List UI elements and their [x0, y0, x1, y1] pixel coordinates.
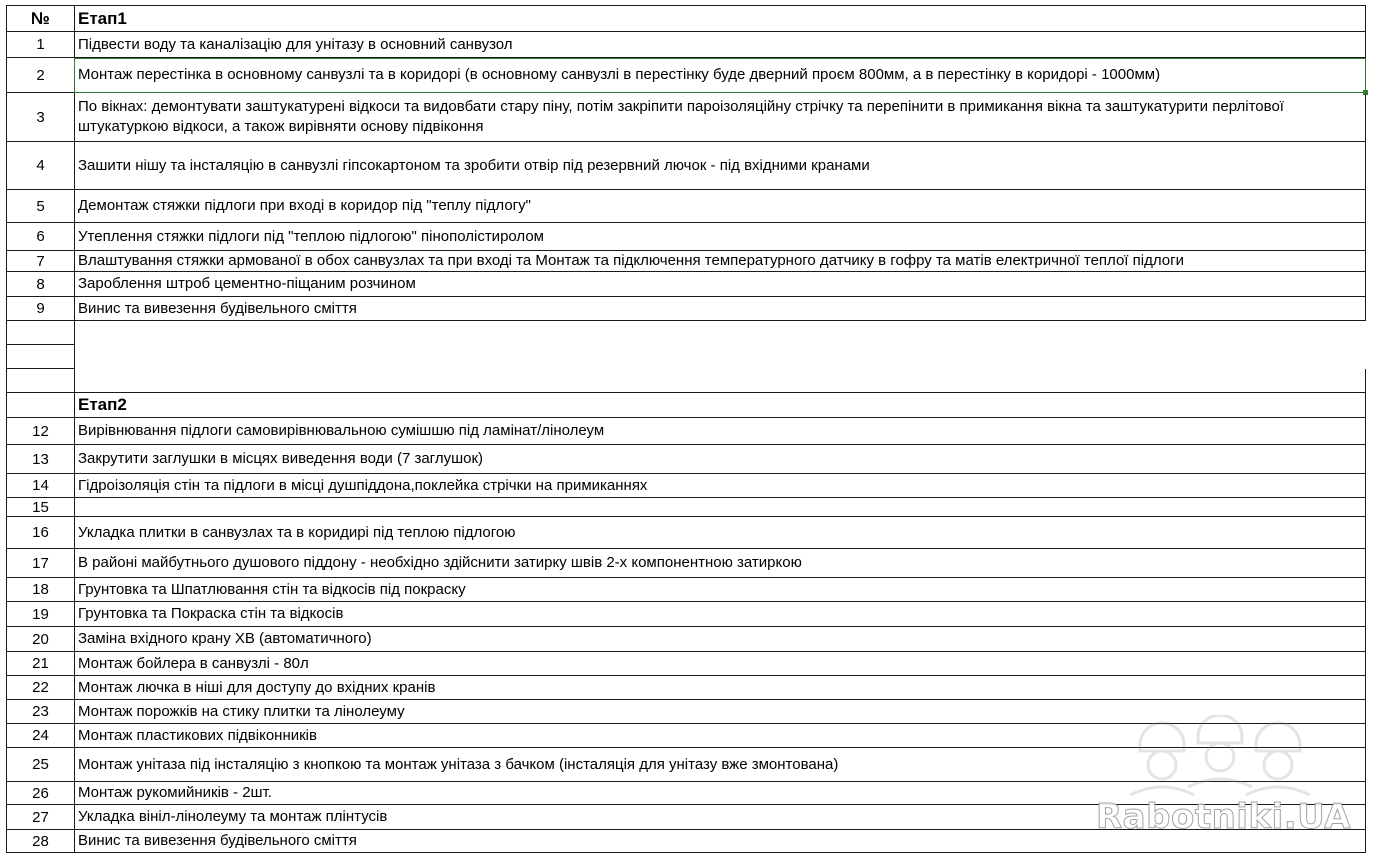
- table-row: [6, 578, 1366, 602]
- table-row: [6, 676, 1366, 700]
- table-row: [6, 498, 1366, 517]
- row-number-cell[interactable]: 18: [6, 578, 75, 602]
- row-number-cell[interactable]: 8: [6, 272, 75, 297]
- table-row: [6, 627, 1366, 652]
- table-row: [6, 652, 1366, 676]
- row-number-cell[interactable]: 5: [6, 190, 75, 223]
- row-number-cell[interactable]: 25: [6, 748, 75, 782]
- task-cell[interactable]: Винис та вивезення будівельного сміття: [75, 297, 1366, 321]
- empty-row: [6, 321, 1366, 345]
- table-row: [6, 272, 1366, 297]
- empty-merged-cell[interactable]: [75, 321, 1366, 345]
- task-cell[interactable]: Влаштування стяжки армованої в обох санвузлах та при вході та Монтаж та підключення температурного датчику в гофру та матів електричної теплої підлоги: [75, 251, 1366, 272]
- row-number-cell[interactable]: 3: [6, 93, 75, 142]
- row-number-cell[interactable]: 15: [6, 498, 75, 517]
- task-cell[interactable]: Укладка вініл-лінолеуму та монтаж плінтусів: [75, 805, 1366, 830]
- task-cell[interactable]: Монтаж перестінка в основному санвузлі та в коридорі (в основному санвузлі в перестінку буде дверний проєм 800мм, а в перестінку в коридорі - 1000мм): [75, 58, 1366, 93]
- row-number-cell[interactable]: 19: [6, 602, 75, 627]
- table-row: [6, 142, 1366, 190]
- row-number-cell[interactable]: 27: [6, 805, 75, 830]
- row-number-cell[interactable]: 4: [6, 142, 75, 190]
- task-cell[interactable]: [75, 498, 1366, 517]
- empty-merged-cell[interactable]: [75, 345, 1366, 369]
- table-row: [6, 32, 1366, 58]
- row-number-cell[interactable]: 24: [6, 724, 75, 748]
- table-row: [6, 297, 1366, 321]
- task-cell[interactable]: Грунтовка та Шпатлювання стін та відкосів під покраску: [75, 578, 1366, 602]
- row-number-cell[interactable]: 2: [6, 58, 75, 93]
- task-cell[interactable]: Демонтаж стяжки підлоги при вході в коридор під "теплу підлогу": [75, 190, 1366, 223]
- task-cell[interactable]: Зашити нішу та інсталяцію в санвузлі гіпсокартоном та зробити отвір під резервний лючок - під вхідними кранами: [75, 142, 1366, 190]
- task-cell[interactable]: Винис та вивезення будівельного сміття: [75, 830, 1366, 853]
- table-row: [6, 223, 1366, 251]
- table-row: [6, 251, 1366, 272]
- row-number-cell[interactable]: 6: [6, 223, 75, 251]
- row-number-cell[interactable]: 7: [6, 251, 75, 272]
- stage2-header-row: [6, 393, 1366, 418]
- row-number-cell[interactable]: 9: [6, 297, 75, 321]
- table-row: [6, 418, 1366, 445]
- task-cell[interactable]: Зароблення штроб цементно-піщаним розчином: [75, 272, 1366, 297]
- task-cell[interactable]: Монтаж порожків на стику плитки та лінолеуму: [75, 700, 1366, 724]
- table-row: [6, 549, 1366, 578]
- empty-number-cell[interactable]: [6, 321, 75, 345]
- watermark-text: Rabotniki.UA: [1096, 797, 1351, 837]
- empty-merged-cell[interactable]: [75, 369, 1366, 393]
- task-cell[interactable]: Закрутити заглушки в місцях виведення води (7 заглушок): [75, 445, 1366, 474]
- empty-number-cell[interactable]: [6, 345, 75, 369]
- task-cell[interactable]: Укладка плитки в санвузлах та в коридирі під теплою підлогою: [75, 517, 1366, 549]
- table-row: [6, 190, 1366, 223]
- stage2-title-cell[interactable]: Етап2: [75, 393, 1366, 418]
- empty-number-cell[interactable]: [6, 369, 75, 393]
- row-number-cell[interactable]: 28: [6, 830, 75, 853]
- table-row: [6, 474, 1366, 498]
- task-cell[interactable]: Гідроізоляція стін та підлоги в місці душпіддона,поклейка стрічки на примиканнях: [75, 474, 1366, 498]
- task-cell[interactable]: В районі майбутнього душового піддону - необхідно здійснити затирку швів 2-х компонентною затиркою: [75, 549, 1366, 578]
- header-row: [6, 5, 1366, 32]
- row-number-cell[interactable]: 23: [6, 700, 75, 724]
- row-number-cell[interactable]: 22: [6, 676, 75, 700]
- task-cell[interactable]: Утеплення стяжки підлоги під "теплою підлогою" пінополістиролом: [75, 223, 1366, 251]
- table-row: [6, 517, 1366, 549]
- stage2-number-cell[interactable]: [6, 393, 75, 418]
- task-cell[interactable]: Монтаж унітаза під інсталяцію з кнопкою та монтаж унітаза з бачком (інсталяція для унітазу вже змонтована): [75, 748, 1366, 782]
- row-number-cell[interactable]: 17: [6, 549, 75, 578]
- row-number-cell[interactable]: 21: [6, 652, 75, 676]
- table-row: [6, 58, 1366, 93]
- empty-row: [6, 369, 1366, 393]
- row-number-cell[interactable]: 16: [6, 517, 75, 549]
- task-cell[interactable]: Вирівнювання підлоги самовирівнювальною сумішшю під ламінат/лінолеум: [75, 418, 1366, 445]
- row-number-cell[interactable]: 12: [6, 418, 75, 445]
- row-number-cell[interactable]: 14: [6, 474, 75, 498]
- header-number-cell[interactable]: №: [6, 5, 75, 32]
- task-cell[interactable]: Монтаж бойлера в санвузлі - 80л: [75, 652, 1366, 676]
- task-cell[interactable]: По вікнах: демонтувати заштукатурені відкоси та видовбати стару піну, потім закріпити пароізоляційну стрічку та перепінити в примикання вікна та заштукатурити перлітової штукатуркою відкоси, а також вирівняти основу підвіконня: [75, 93, 1366, 142]
- task-cell[interactable]: Підвести воду та каналізацію для унітазу в основний санвузол: [75, 32, 1366, 58]
- stage1-title-cell[interactable]: Етап1: [75, 5, 1366, 32]
- empty-row: [6, 345, 1366, 369]
- row-number-cell[interactable]: 26: [6, 782, 75, 805]
- task-cell[interactable]: Монтаж лючка в ніші для доступу до вхідних кранів: [75, 676, 1366, 700]
- task-cell[interactable]: Монтаж рукомийників - 2шт.: [75, 782, 1366, 805]
- table-row: [6, 93, 1366, 142]
- task-cell[interactable]: Заміна вхідного крану ХВ (автоматичного): [75, 627, 1366, 652]
- row-number-cell[interactable]: 20: [6, 627, 75, 652]
- row-number-cell[interactable]: 13: [6, 445, 75, 474]
- task-cell[interactable]: Монтаж пластикових підвіконників: [75, 724, 1366, 748]
- table-row: [6, 445, 1366, 474]
- table-row: [6, 602, 1366, 627]
- task-cell[interactable]: Грунтовка та Покраска стін та відкосів: [75, 602, 1366, 627]
- row-number-cell[interactable]: 1: [6, 32, 75, 58]
